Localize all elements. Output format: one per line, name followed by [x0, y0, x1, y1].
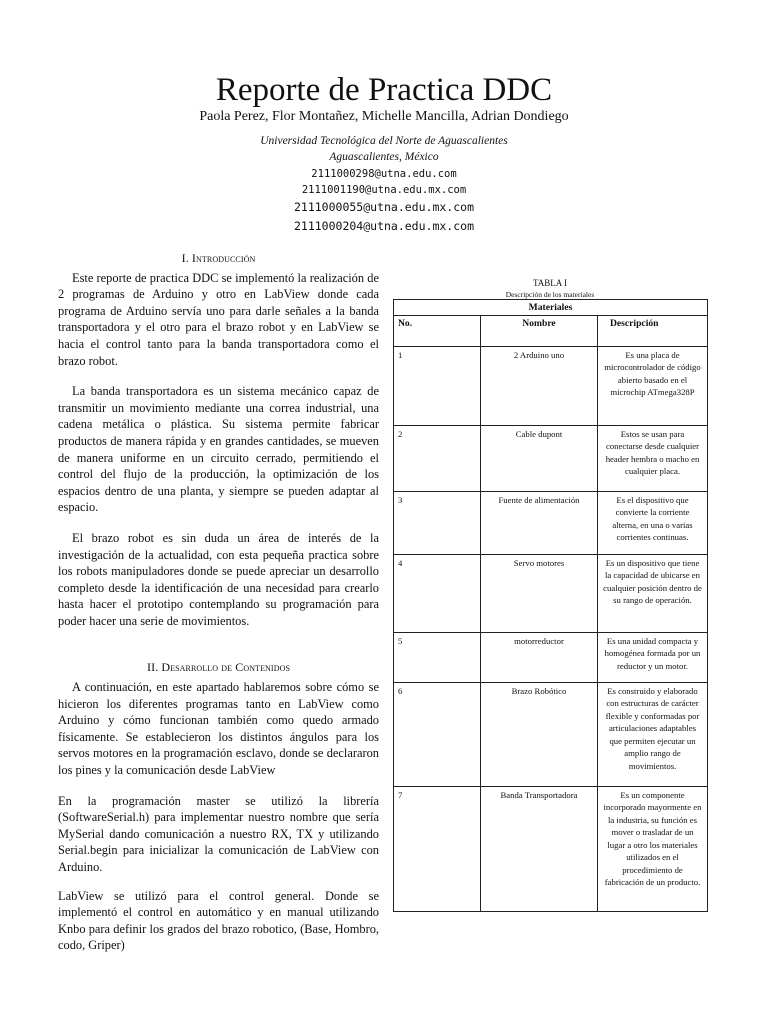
cell-descripcion: Estos se usan para conectarse desde cualquier header hembra o macho en cualquier placa. — [598, 425, 708, 491]
dev-paragraph-1: A continuación, en este apartado hablaremos sobre cómo se hicieron los diferentes programas tanto en LabView como Arduino y cómo funcionan también como quedo armado físicamente. Se establecieron los distintos ángulos para los servos motores en la programación esclavo, donde se declararon los pines y la comunicación desde LabView — [58, 680, 379, 778]
email-1[interactable]: 2111000298@utna.edu.com — [311, 168, 457, 180]
intro-paragraph-1: Este reporte de practica DDC se implementó la realización de 2 programas de Arduino y otro en LabView donde cada programa de Arduino servía uno para darle señales a la banda transportadora y el otro para el brazo robot y en LabView se hacia el control tanto para la banda transportadora como el brazo robot. — [58, 270, 379, 368]
section-heading-introduction: I. Introducción — [181, 251, 256, 265]
cell-descripcion: Es un componente incorporado mayormente en la industria, su función es mover o trasladar de un lugar a otro los materiales utilizados en el procedimiento de fabricación de un producto. — [598, 786, 708, 911]
intro-paragraph-2: La banda transportadora es un sistema mecánico capaz de transmitir un movimiento mediante una correa industrial, una cadena metálica o plástica. Su sistema permite fabricar productos de manera rápida y en grandes cantidades, se mueven de manera uniforme en un circuito cerrado, permitiendo el control del flujo de la producción, la optimización de los espacios dentro de una planta, y siempre se pueden adaptar al espacio. — [58, 384, 379, 515]
column-header-nombre: Nombre — [481, 315, 598, 346]
cell-no: 3 — [394, 491, 481, 554]
cell-nombre: Cable dupont — [481, 425, 598, 491]
table-row — [394, 346, 708, 425]
email-3[interactable]: 2111000055@utna.edu.mx.com — [293, 200, 474, 214]
email-4[interactable]: 2111000204@utna.edu.mx.com — [293, 219, 474, 233]
cell-no: 1 — [394, 346, 481, 425]
materials-table — [393, 299, 708, 912]
email-list — [0, 166, 768, 236]
author-list: Paola Perez, Flor Montañez, Michelle Mancilla, Adrian Dondiego — [199, 109, 569, 124]
column-header-no: No. — [394, 315, 481, 346]
table-row — [394, 425, 708, 491]
left-column — [58, 250, 379, 966]
column-header-descripcion: Descripción — [598, 315, 708, 346]
table-label: TABLA I — [532, 278, 568, 288]
affiliation-university: Universidad Tecnológica del Norte de Aguascalientes — [260, 135, 508, 147]
cell-descripcion: Es una unidad compacta y homogénea formada por un reductor y un motor. — [598, 632, 708, 682]
cell-nombre: 2 Arduino uno — [481, 346, 598, 425]
section-heading-desarrollo: II. Desarrollo de Contenidos — [146, 660, 290, 675]
cell-no: 4 — [394, 554, 481, 632]
cell-no: 2 — [394, 425, 481, 491]
cell-nombre: Brazo Robótico — [481, 682, 598, 786]
table-group-header: Materiales — [394, 300, 708, 316]
dev-paragraph-2: En la programación master se utilizó la librería (SoftwareSerial.h) para implementar nuestro nombre que sería MySerial dando comunicación a nuestro RX, TX y utilizando Serial.begin para inicializar la comunicación de LabView con Arduino. — [58, 793, 379, 874]
cell-descripcion: Es un dispositivo que tiene la capacidad de ubicarse en cualquier posición dentro de su rango de operación. — [598, 554, 708, 632]
paper-title: Reporte de Practica DDC — [215, 72, 553, 108]
dev-paragraph-3: LabView se utilizó para el control general. Donde se implementó el control en automático y en manual utilizando Knbo para definir los grados del brazo robotico, (Base, Hombro, codo, Griper) — [58, 888, 379, 953]
table-row — [394, 786, 708, 911]
table-row — [394, 632, 708, 682]
affiliation — [0, 133, 768, 165]
cell-nombre: Servo motores — [481, 554, 598, 632]
cell-descripcion: Es el dispositivo que convierte la corriente alterna, en una o varias corrientes continuas. — [598, 491, 708, 554]
cell-nombre: Fuente de alimentación — [481, 491, 598, 554]
cell-descripcion: Es una placa de microcontrolador de código abierto basado en el microchip ATmega328P — [598, 346, 708, 425]
table-description: Descripción de los materiales — [505, 290, 595, 299]
affiliation-location: Aguascalientes, México — [329, 151, 439, 163]
email-2[interactable]: 2111001190@utna.edu.mx.com — [301, 184, 467, 196]
intro-paragraph-3: El brazo robot es sin duda un área de interés de la investigación de la actualidad, con esta pequeña practica sobre los robots manipuladores donde se puede apreciar un desarrollo completo desde la identificación de una necesidad para crearlo hasta hacer el prototipo contemplando su programación para poder hacer una serie de movimientos. — [58, 530, 379, 628]
cell-nombre: motorreductor — [481, 632, 598, 682]
cell-descripcion: Es construido y elaborado con estructuras de carácter flexible y conformadas por articulaciones adaptables que permiten ejecutar un amplio rango de movimientos. — [598, 682, 708, 786]
cell-no: 6 — [394, 682, 481, 786]
cell-no: 7 — [394, 786, 481, 911]
table-row — [394, 554, 708, 632]
table-row — [394, 491, 708, 554]
table-caption — [393, 277, 707, 301]
cell-nombre: Banda Transportadora — [481, 786, 598, 911]
table-row — [394, 682, 708, 786]
cell-no: 5 — [394, 632, 481, 682]
